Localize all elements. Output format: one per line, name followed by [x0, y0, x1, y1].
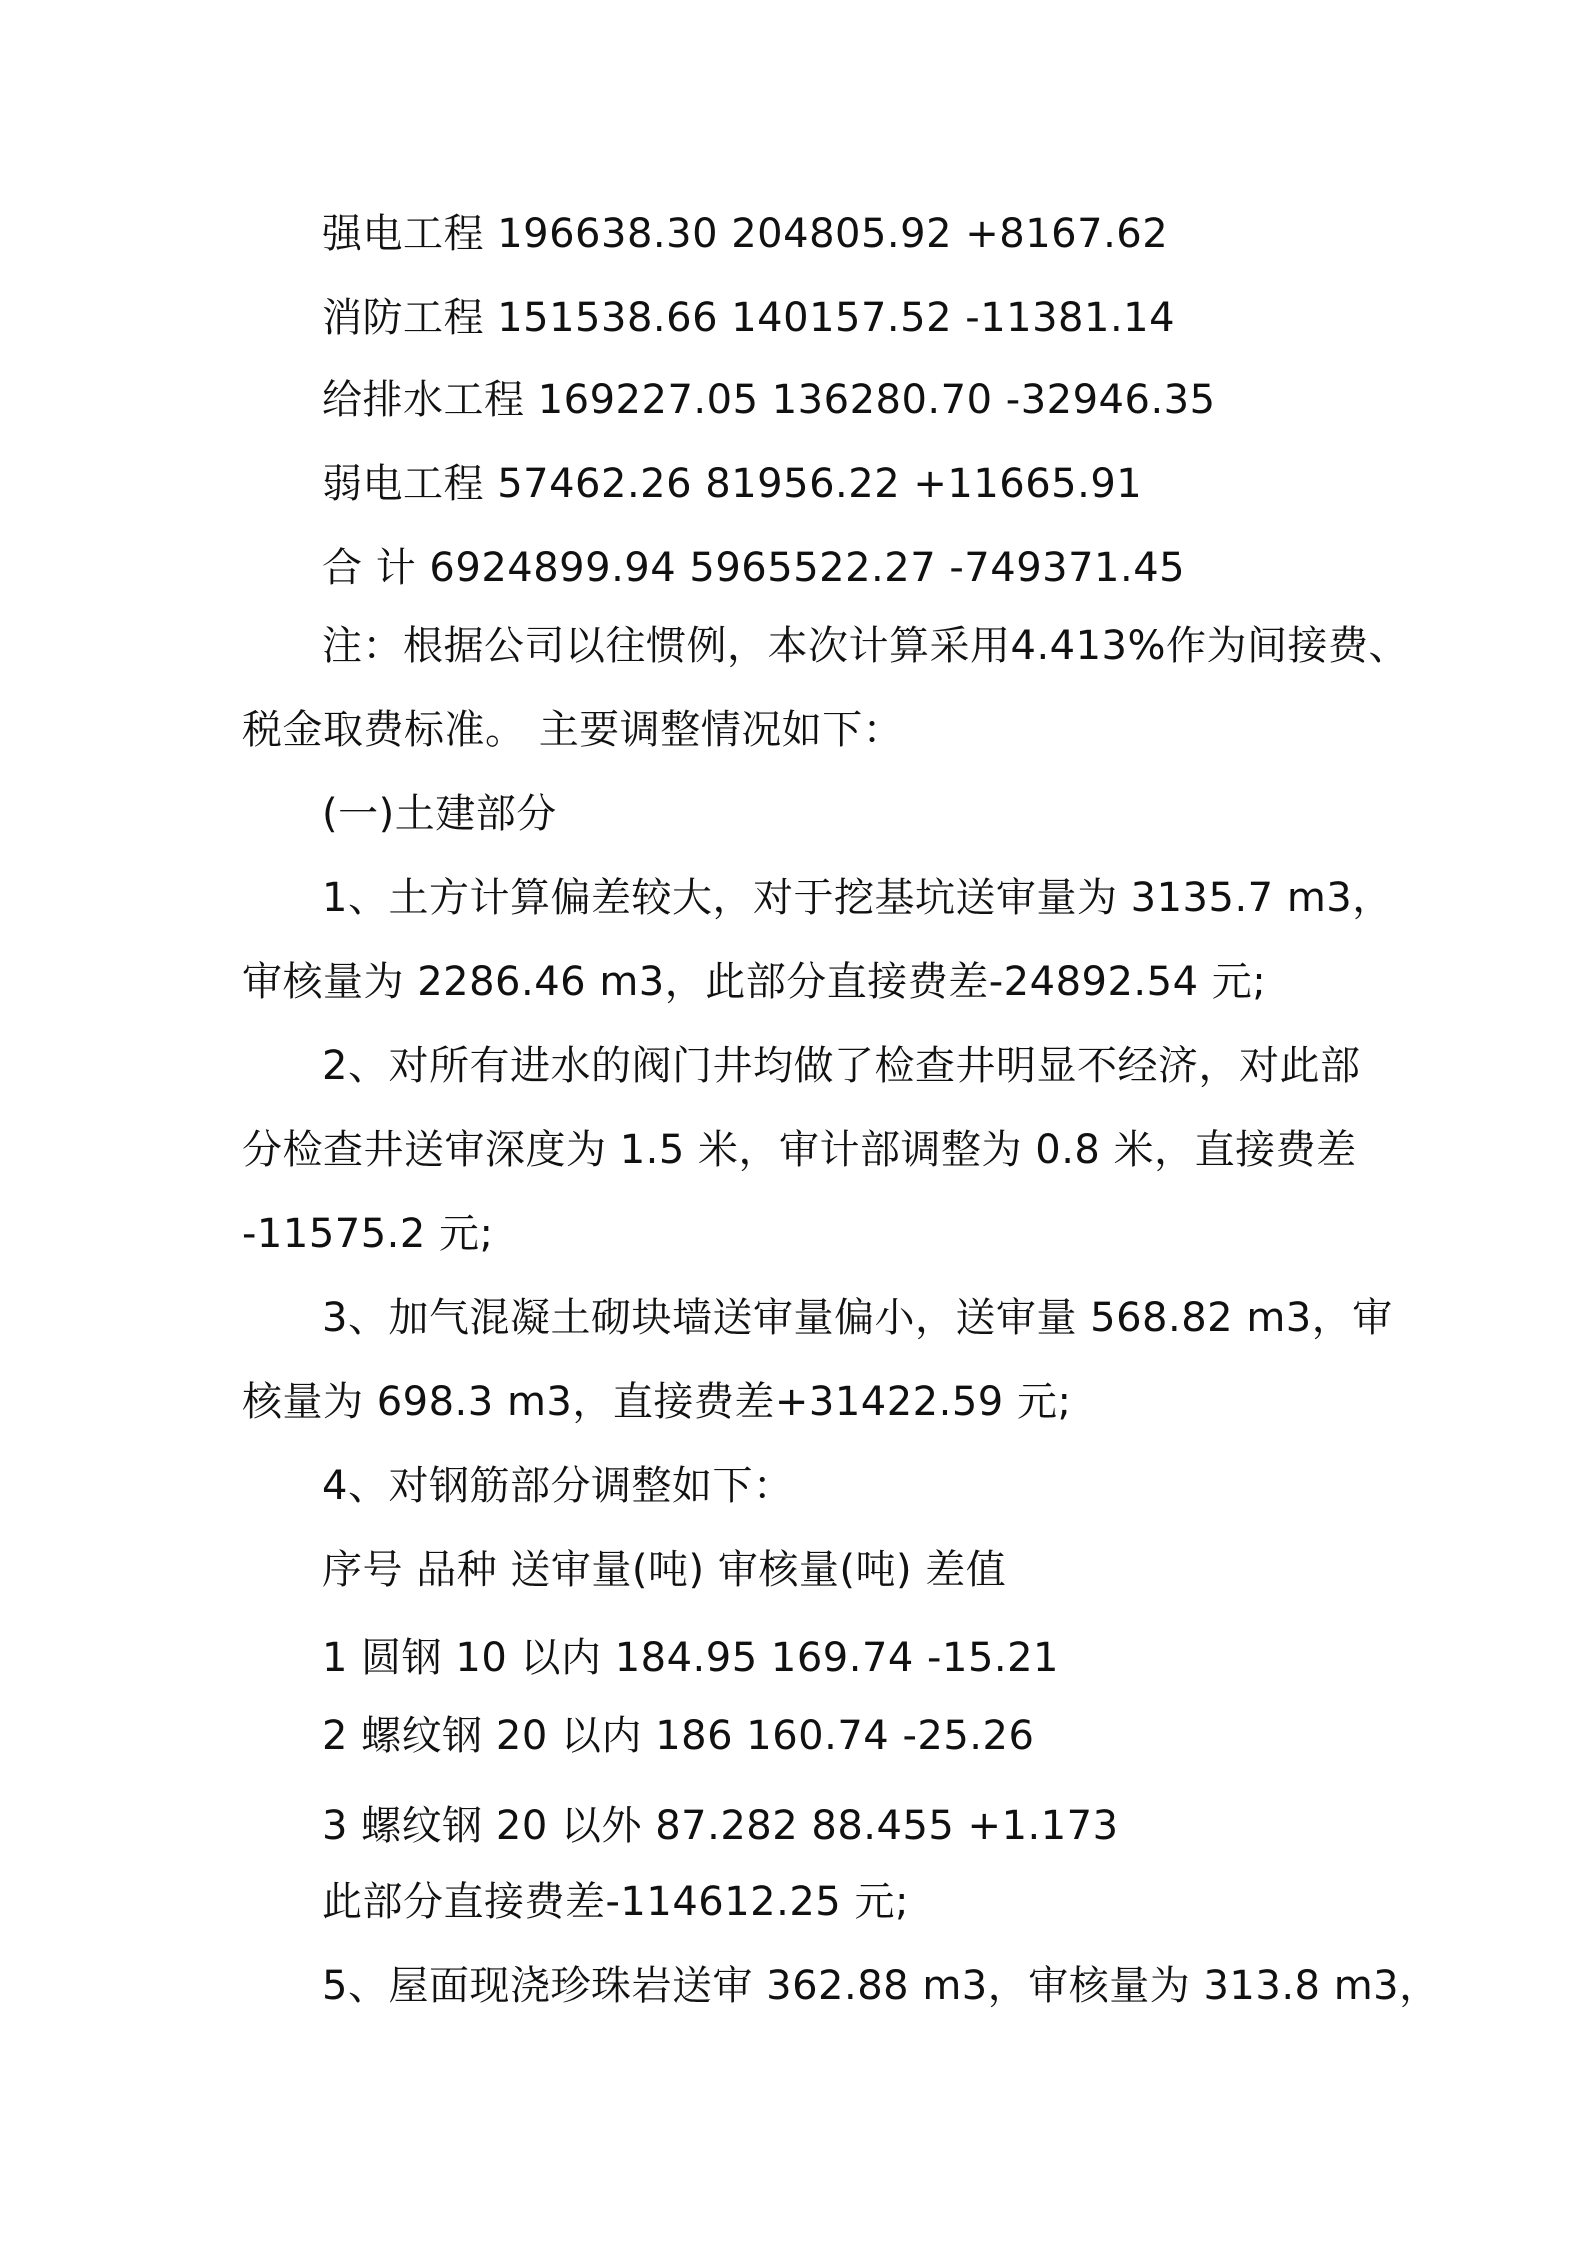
item-1-line-1: 1、土方计算偏差较大，对于挖基坑送审量为 3135.7 m3，	[322, 875, 1393, 921]
item-4-heading: 4、对钢筋部分调整如下：	[322, 1463, 794, 1509]
rebar-table-header: 序号 品种 送审量(吨) 审核量(吨) 差值	[322, 1547, 1007, 1593]
item-3-line-2: 核量为 698.3 m3，直接费差+31422.59 元;	[242, 1379, 1072, 1425]
section-heading-civil: (一)土建部分	[322, 791, 557, 837]
item-2-line-2: 分检查井送审深度为 1.5 米，审计部调整为 0.8 米，直接费差	[242, 1127, 1357, 1173]
rebar-table-row: 2 螺纹钢 20 以内 186 160.74 -25.26	[322, 1713, 1035, 1759]
rebar-table-row: 1 圆钢 10 以内 184.95 169.74 -15.21	[322, 1635, 1060, 1681]
cost-row-total: 合 计 6924899.94 5965522.27 -749371.45	[322, 545, 1186, 591]
rebar-table-row: 3 螺纹钢 20 以外 87.282 88.455 +1.173	[322, 1803, 1119, 1849]
item-2-line-3: -11575.2 元;	[242, 1211, 494, 1257]
cost-row-strong-electric: 强电工程 196638.30 204805.92 +8167.62	[322, 211, 1169, 257]
item-5-line-1: 5、屋面现浇珍珠岩送审 362.88 m3，审核量为 313.8 m3，	[322, 1963, 1440, 2009]
item-2-line-1: 2、对所有进水的阀门井均做了检查井明显不经济，对此部	[322, 1043, 1361, 1089]
cost-row-water-supply-drainage: 给排水工程 169227.05 136280.70 -32946.35	[322, 377, 1216, 423]
item-1-line-2: 审核量为 2286.46 m3，此部分直接费差-24892.54 元;	[242, 959, 1267, 1005]
cost-row-weak-electric: 弱电工程 57462.26 81956.22 +11665.91	[322, 461, 1143, 507]
note-paragraph-line-2: 税金取费标准。 主要调整情况如下：	[242, 707, 904, 753]
note-paragraph-line-1: 注：根据公司以往惯例，本次计算采用4.413%作为间接费、	[322, 623, 1410, 669]
item-3-line-1: 3、加气混凝土砌块墙送审量偏小，送审量 568.82 m3，审	[322, 1295, 1393, 1341]
cost-row-fire-protection: 消防工程 151538.66 140157.52 -11381.14	[322, 295, 1176, 341]
item-4-summary: 此部分直接费差-114612.25 元;	[322, 1879, 909, 1925]
